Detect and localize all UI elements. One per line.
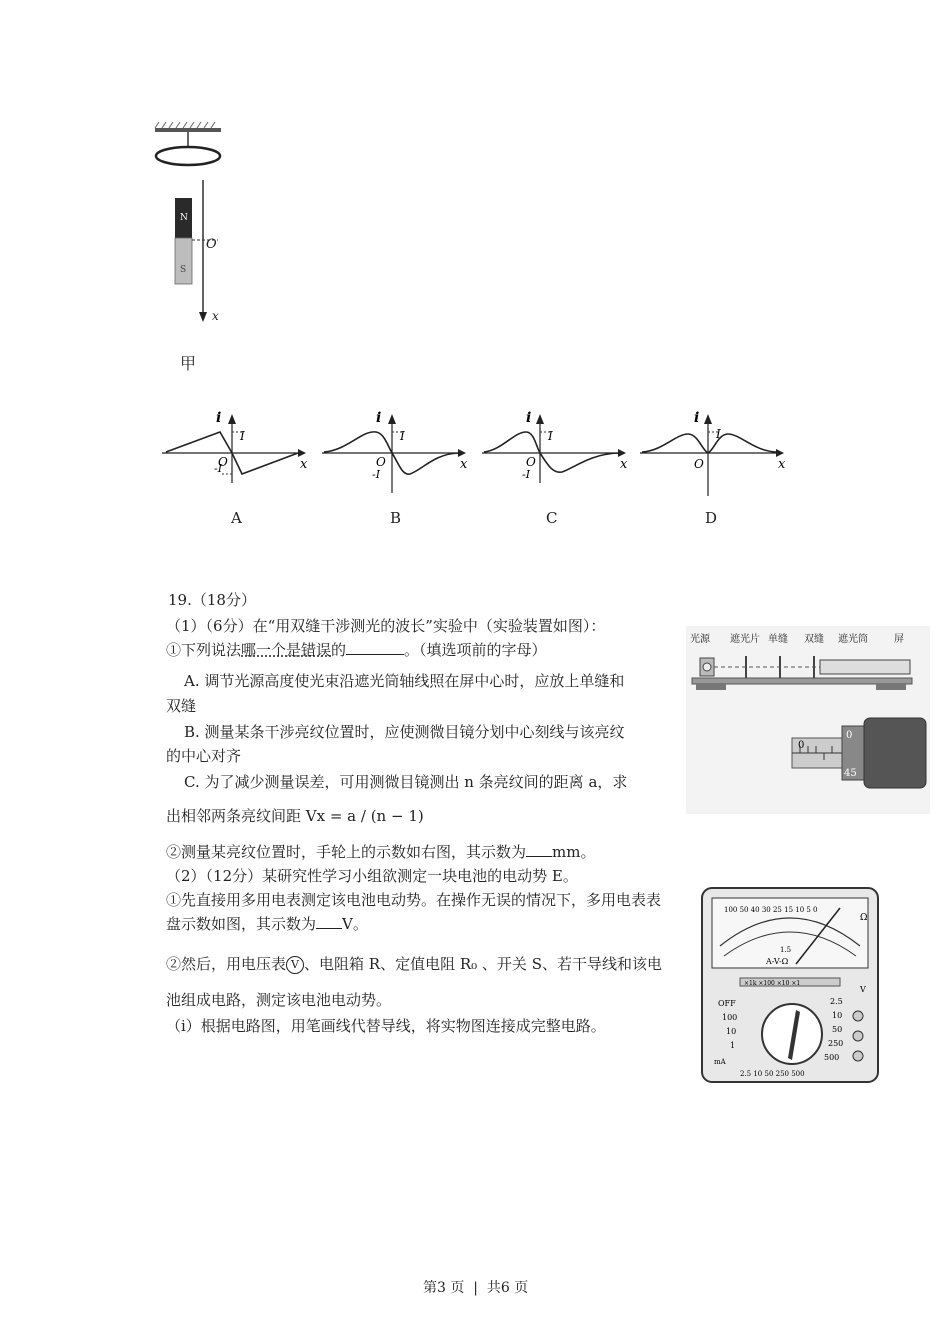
svg-text:Ω: Ω — [860, 913, 868, 923]
q19-q2: ②测量某亮纹位置时，手轮上的示数如右图，其示数为 mm。 — [166, 843, 596, 861]
svg-text:双缝: 双缝 — [804, 634, 824, 645]
graph-a — [158, 408, 318, 488]
svg-text:A-V-Ω: A-V-Ω — [766, 957, 789, 966]
p2-q2-line1: ②然后，用电压表 V 、电阻箱 R、定值电阻 R₀ 、开关 S、若干导线和该电 — [166, 955, 662, 973]
svg-text:V: V — [860, 985, 866, 994]
svg-text:0: 0 — [798, 740, 805, 751]
svg-text:单缝: 单缝 — [768, 634, 788, 645]
svg-text:i: i — [694, 410, 700, 426]
p2-q2-line2: 池组成电路，测定该电池电动势。 — [166, 991, 392, 1009]
answer-blank-2[interactable] — [526, 842, 552, 857]
svg-text:2.5: 2.5 — [830, 997, 843, 1006]
svg-text:2.5 10 50 250 500: 2.5 10 50 250 500 — [740, 1070, 805, 1078]
q19-header: 19.（18分） — [168, 591, 256, 609]
svg-text:-I: -I — [372, 468, 381, 481]
svg-text:45: 45 — [844, 768, 857, 779]
svg-text:O: O — [376, 455, 386, 469]
option-c-line1: C. 为了减少测量误差，可用测微目镜测出 n 条亮纹间的距离 a，求 — [184, 773, 628, 791]
p2-q2-i: （ⅰ）根据电路图，用笔画线代替导线，将实物图连接成完整电路。 — [166, 1017, 606, 1035]
graph-a-label: A — [231, 509, 242, 527]
page-footer: 第3 页 | 共6 页 — [423, 1280, 529, 1296]
answer-blank-3[interactable] — [316, 914, 342, 929]
svg-text:50: 50 — [832, 1025, 843, 1034]
svg-text:I: I — [240, 429, 245, 443]
svg-text:10: 10 — [726, 1027, 737, 1036]
svg-text:遮光筒: 遮光筒 — [838, 634, 868, 645]
svg-text:100: 100 — [722, 1013, 738, 1022]
graph-d-label: D — [705, 509, 718, 527]
graph-c — [478, 408, 638, 488]
svg-text:i: i — [216, 410, 222, 426]
svg-text:I: I — [400, 429, 405, 443]
svg-text:N: N — [180, 213, 188, 223]
double-slit-apparatus — [686, 626, 930, 814]
svg-text:×1k ×100 ×10 ×1: ×1k ×100 ×10 ×1 — [744, 980, 801, 987]
q19-part2-intro: （2）（12分）某研究性学习小组欲测定一块电池的电动势 E。 — [166, 867, 578, 885]
svg-text:O: O — [526, 455, 536, 469]
magnet-s — [175, 238, 192, 284]
p2-q1-line1: ①先直接用多用电表测定该电池电动势。在操作无误的情况下，多用电表表 — [166, 891, 662, 909]
svg-text:O: O — [218, 455, 228, 469]
svg-text:1: 1 — [730, 1041, 736, 1050]
svg-text:100 50 40 30 25 15 10 5 0: 100 50 40 30 25 15 10 5 0 — [724, 906, 818, 914]
multimeter — [700, 886, 880, 1084]
graph-d — [636, 408, 796, 498]
svg-text:250: 250 — [828, 1039, 844, 1048]
graph-b — [318, 408, 478, 498]
svg-text:10: 10 — [832, 1011, 843, 1020]
svg-text:光源: 光源 — [690, 634, 710, 645]
svg-text:O: O — [206, 237, 217, 252]
svg-text:I: I — [548, 429, 553, 443]
answer-blank-1[interactable] — [346, 640, 404, 655]
svg-text:x: x — [778, 457, 786, 472]
graph-c-label: C — [546, 509, 558, 527]
svg-text:500: 500 — [824, 1053, 840, 1062]
option-b-line1: B. 测量某条干涉亮纹位置时，应使测微目镜分划中心刻线与该亮纹 — [184, 723, 625, 741]
option-b-line2: 的中心对齐 — [166, 747, 242, 765]
svg-text:OFF: OFF — [718, 999, 736, 1008]
svg-text:1.5: 1.5 — [780, 946, 792, 954]
svg-text:x: x — [300, 457, 308, 472]
option-a-line1: A. 调节光源高度使光束沿遮光筒轴线照在屏中心时，应放上单缝和 — [184, 672, 625, 690]
svg-text:0: 0 — [846, 730, 853, 741]
svg-text:-I: -I — [522, 468, 531, 481]
option-a-line2: 双缝 — [166, 697, 197, 715]
graph-b-label: B — [390, 509, 402, 527]
figure-jia-caption: 甲 — [180, 354, 197, 373]
svg-text:i: i — [376, 410, 382, 426]
svg-text:x: x — [460, 457, 468, 472]
svg-text:屏: 屏 — [894, 634, 904, 645]
voltmeter-icon: V — [286, 956, 304, 974]
svg-text:I: I — [716, 427, 721, 441]
svg-text:遮光片: 遮光片 — [730, 634, 760, 645]
svg-text:x: x — [212, 309, 219, 323]
ring — [156, 147, 220, 165]
figure-jia — [140, 120, 250, 380]
svg-text:-I: -I — [214, 462, 223, 475]
svg-text:S: S — [180, 265, 187, 275]
svg-text:i: i — [526, 410, 532, 426]
svg-text:O: O — [694, 457, 704, 471]
q19-q1: ①下列说法哪一个是错误的 。（填选项前的字母） — [166, 641, 547, 659]
p2-q1-line2: 盘示数如图，其示数为 V。 — [166, 915, 368, 933]
svg-text:x: x — [620, 457, 628, 472]
svg-text:mA: mA — [714, 1058, 726, 1066]
option-c-line2: 出相邻两条亮纹间距 Vx = a / (n − 1) — [166, 807, 424, 825]
q19-part1-intro: （1）（6分）在“用双缝干涉测光的波长”实验中（实验装置如图）： — [166, 617, 606, 635]
